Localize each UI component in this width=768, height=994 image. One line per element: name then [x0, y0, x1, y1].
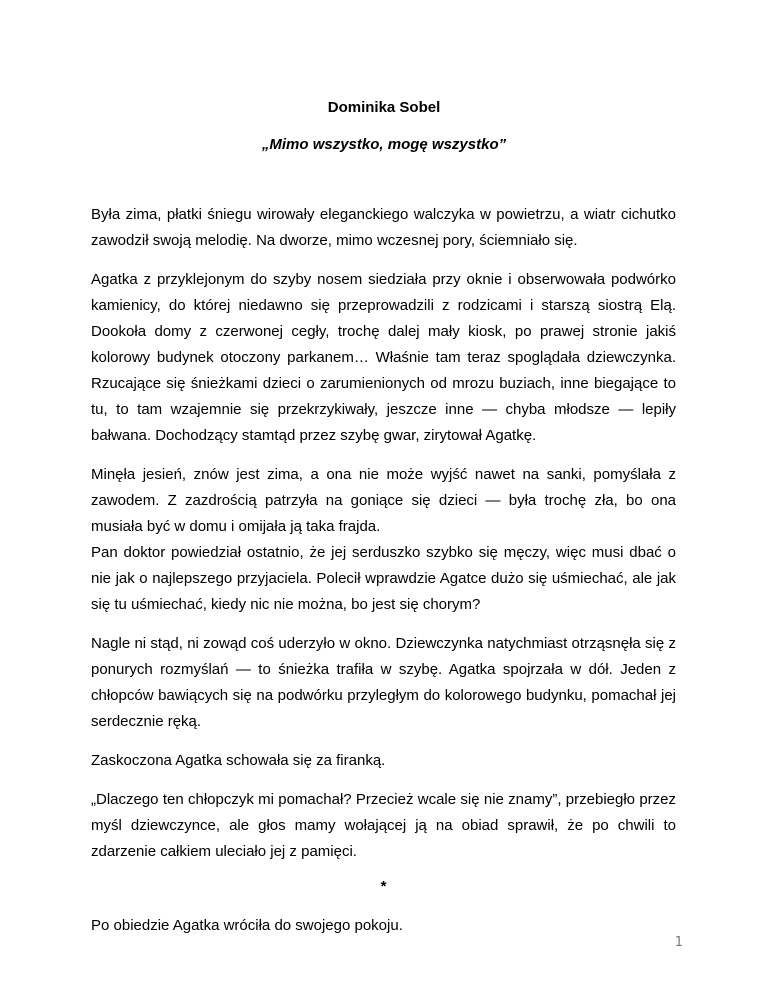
paragraph: Nagle ni stąd, ni zowąd coś uderzyło w okno. Dziewczynka natychmiast otrząsnęła się z ponurych rozmyślań — to śnieżka trafiła w szybę. Agatka spojrzała w dół. Jeden z chłopców bawiących się na podwórku przyległym do kolorowego budynku, pomachał jej serdecznie ręką. [91, 635, 676, 730]
section-break: * [380, 878, 387, 895]
story-title: „Mimo wszystko, mogę wszystko” [261, 136, 507, 153]
paragraph: Pan doktor powiedział ostatnio, że jej serduszko szybko się męczy, więc musi dbać o nie jak o najlepszego przyjaciela. Polecił wprawdzie Agatce dużo się uśmiechać, ale jak się tu uśmiechać, kiedy nic nie można, bo jest się chorym? [91, 544, 676, 613]
author-name: Dominika Sobel [327, 99, 441, 116]
story-body [91, 202, 676, 939]
paragraph: Po obiedzie Agatka wróciła do swojego pokoju. [91, 917, 403, 934]
paragraph: Agatka z przyklejonym do szyby nosem siedziała przy oknie i obserwowała podwórko kamienicy, do której niedawno się przeprowadzili z rodzicami i starszą siostrą Elą. Dookoła domy z czerwonej cegły, trochę dalej mały kiosk, po prawej stronie jakiś kolorowy budynek otoczony parkanem… Właśnie tam teraz spoglądała dziewczynka. Rzucające się śnieżkami dzieci o zarumienionych od mrozu buziach, inne biegające to tu, to tam wzajemnie się przekrzykiwały, jeszcze inne — chyba młodsze — lepiły bałwana. Dochodzący stamtąd przez szybę gwar, zirytował Agatkę. [91, 271, 676, 444]
paragraph: „Dlaczego ten chłopczyk mi pomachał? Przecież wcale się nie znamy”, przebiegło przez myśl dziewczynce, ale głos mamy wołającej ją na obiad sprawił, że po chwili to zdarzenie całkiem uleciało jej z pamięci. [91, 791, 676, 860]
paragraph: Była zima, płatki śniegu wirowały eleganckiego walczyka w powietrzu, a wiatr cichutko zawodził swoją melodię. Na dworze, mimo wczesnej pory, ściemniało się. [91, 206, 676, 249]
page-number: 1 [674, 935, 683, 950]
paragraph: Zaskoczona Agatka schowała się za firanką. [91, 752, 386, 769]
paragraph: Minęła jesień, znów jest zima, a ona nie może wyjść nawet na sanki, pomyślała z zawodem. Z zazdrością patrzyła na goniące się dzieci — była trochę zła, bo ona musiała być w domu i omijała ją taka frajda. [91, 466, 676, 535]
